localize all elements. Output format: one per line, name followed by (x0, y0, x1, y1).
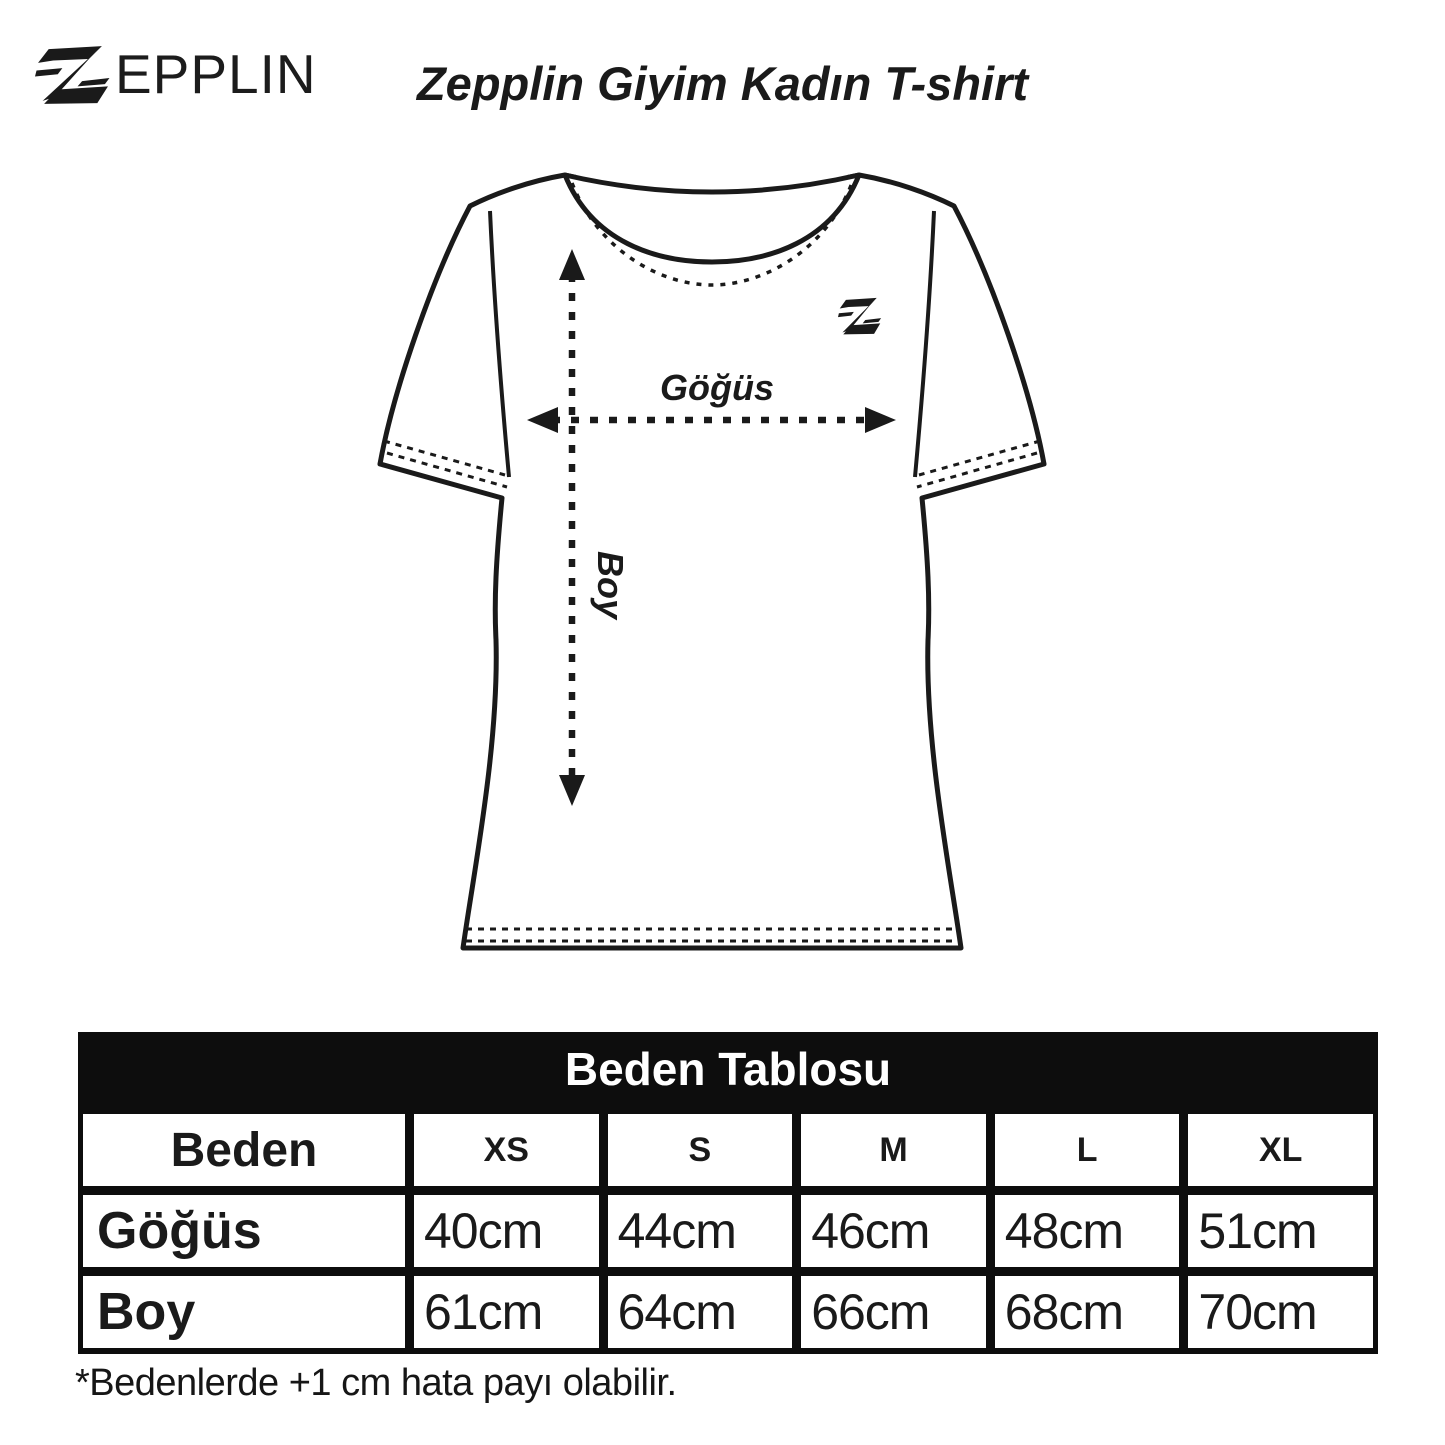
size-table (78, 1032, 1378, 1354)
size-table-title: Beden Tablosu (83, 1032, 1373, 1105)
column-header-m: M (801, 1114, 986, 1186)
chest-value-xs: 40cm (414, 1195, 599, 1267)
column-header-s: S (608, 1114, 793, 1186)
column-header-xs: XS (414, 1114, 599, 1186)
brand-wordmark: EPPLIN (115, 43, 317, 105)
length-value-m: 66cm (801, 1276, 986, 1348)
row-label-length: Boy (83, 1276, 405, 1348)
tshirt-outline (380, 175, 1044, 948)
column-header-beden: Beden (83, 1114, 405, 1186)
tolerance-footnote: *Bedenlerde +1 cm hata payı olabilir. (75, 1362, 677, 1404)
column-header-l: L (995, 1114, 1180, 1186)
length-value-xl: 70cm (1188, 1276, 1373, 1348)
chest-value-s: 44cm (608, 1195, 793, 1267)
chest-value-l: 48cm (995, 1195, 1180, 1267)
chest-value-xl: 51cm (1188, 1195, 1373, 1267)
length-value-xs: 61cm (414, 1276, 599, 1348)
title-regular: Zepplin Giyim (416, 57, 741, 110)
chest-label: Göğüs (660, 367, 774, 408)
length-value-s: 64cm (608, 1276, 793, 1348)
column-header-xl: XL (1188, 1114, 1373, 1186)
title-bold: Kadın T-shirt (740, 57, 1029, 110)
length-label: Boy (590, 550, 631, 620)
row-label-chest: Göğüs (83, 1195, 405, 1267)
length-value-l: 68cm (995, 1276, 1180, 1348)
chest-value-m: 46cm (801, 1195, 986, 1267)
